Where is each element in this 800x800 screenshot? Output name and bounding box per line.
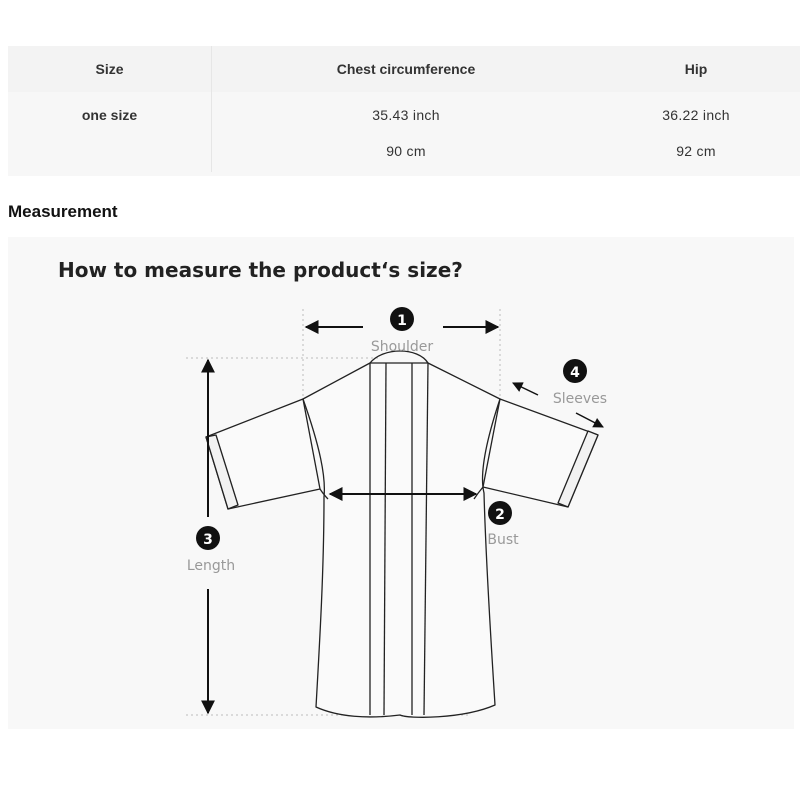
- header-hip: Hip: [684, 61, 708, 77]
- cell-size-one-size: one size: [81, 107, 138, 123]
- kimono-outline: [206, 351, 598, 717]
- measurement-diagram: [8, 237, 794, 729]
- measurement-title: Measurement: [8, 202, 118, 221]
- cell-hip-inch: 36.22 inch: [662, 107, 730, 123]
- length-label: Length: [186, 558, 236, 574]
- bust-number: 2: [495, 507, 505, 523]
- diagram-heading: How to measure the product‘s size?: [58, 258, 463, 282]
- shoulder-label: Shoulder: [370, 339, 434, 355]
- sleeves-arrow-down: [576, 413, 603, 427]
- cell-chest-cm: 90 cm: [386, 143, 426, 159]
- cell-chest-inch: 35.43 inch: [372, 107, 440, 123]
- header-size: Size: [95, 61, 124, 77]
- sleeves-label: Sleeves: [552, 391, 608, 407]
- shoulder-number: 1: [397, 313, 407, 329]
- sleeves-number: 4: [570, 365, 580, 381]
- bust-label: Bust: [487, 532, 519, 548]
- header-chest-circumference: Chest circumference: [336, 61, 476, 77]
- sleeves-arrow-up: [513, 383, 538, 395]
- garment-diagram-svg: [8, 237, 794, 729]
- length-number: 3: [203, 532, 213, 548]
- size-table: [8, 46, 800, 176]
- cell-hip-cm: 92 cm: [676, 143, 716, 159]
